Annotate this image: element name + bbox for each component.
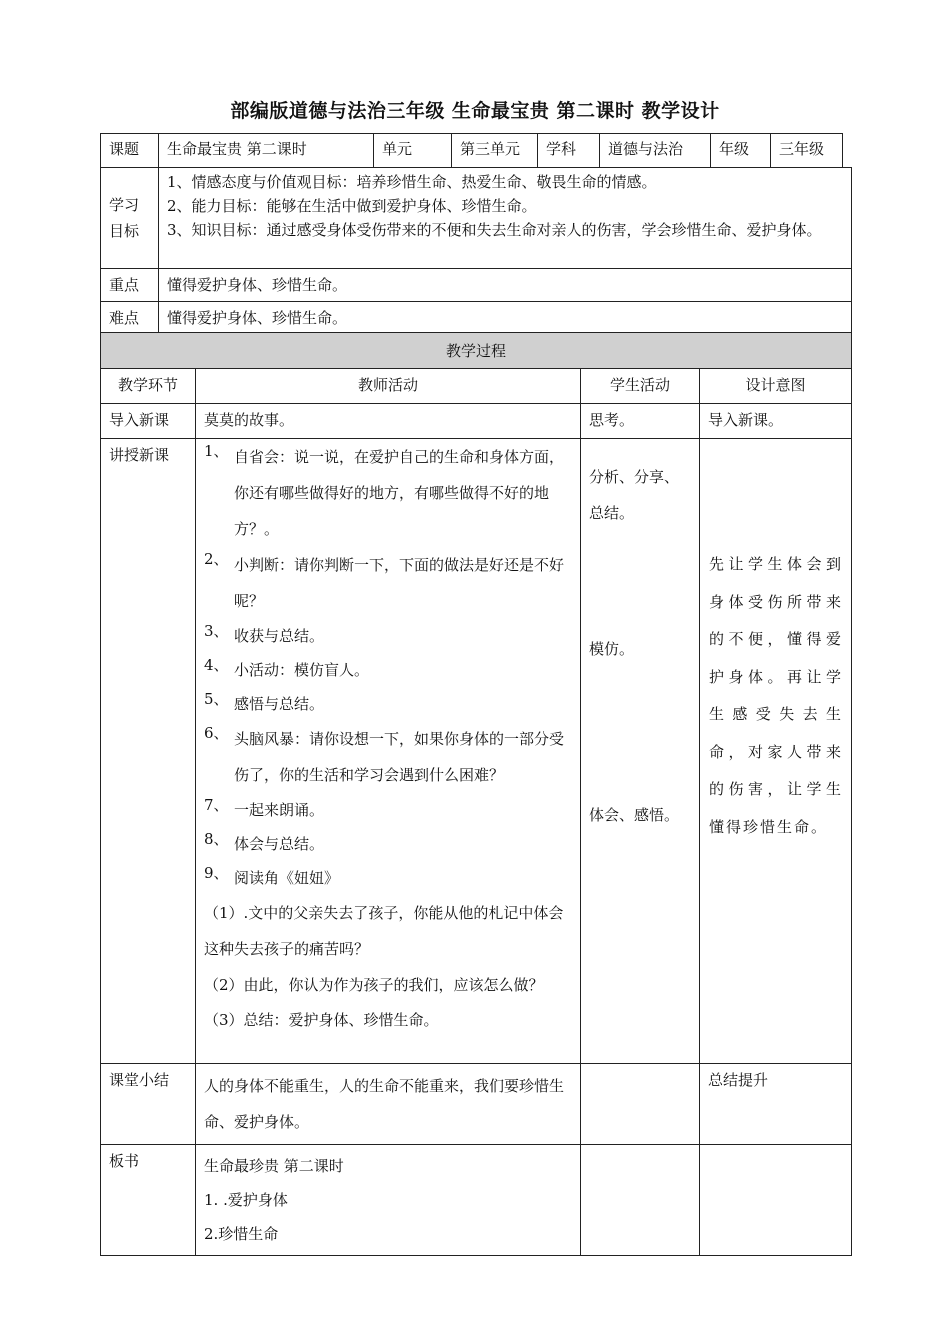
- student-activity-2: 模仿。: [589, 640, 635, 658]
- summary-student: [581, 1064, 700, 1145]
- lecture-sub-item: （2）由此，你认为作为孩子的我们，应该怎么做？: [204, 976, 544, 994]
- objectives-row: [101, 168, 852, 269]
- process-heading: 教学过程: [101, 333, 852, 369]
- column-header-student: 学生活动: [581, 369, 700, 404]
- grade-label: 年级: [711, 134, 771, 168]
- lecture-sub-item: （1）.文中的父亲失去了孩子，你能从他的札记中体会这种失去孩子的痛苦吗？: [204, 904, 564, 958]
- intro-teacher: 莫莫的故事。: [196, 404, 581, 439]
- objective-line: 3、知识目标：通过感受身体受伤带来的不便和失去生命对亲人的伤害，学会珍惜生命、爱护身体。: [167, 221, 822, 239]
- column-header-teacher: 教师活动: [196, 369, 581, 404]
- student-activity-1: 分析、分享、总结。: [589, 468, 680, 522]
- step-number: 6、: [204, 724, 229, 742]
- column-header-design: 设计意图: [700, 369, 852, 404]
- step-text: 收获与总结。: [234, 627, 325, 645]
- unit-label: 单元: [374, 134, 452, 168]
- unit-value: 第三单元: [452, 134, 538, 168]
- lecture-sub-item: （3）总结：爱护身体、珍惜生命。: [204, 1011, 439, 1029]
- step-number: 7、: [204, 796, 229, 814]
- difficulty-row: [101, 302, 852, 335]
- step-number: 5、: [204, 690, 229, 708]
- summary-teacher: 人的身体不能重生，人的生命不能重来，我们要珍惜生命、爱护身体。: [196, 1064, 581, 1145]
- lecture-design: [700, 439, 852, 1064]
- objectives-table: [100, 167, 852, 335]
- step-number: 3、: [204, 622, 229, 640]
- step-text: 自省会：说一说，在爱护自己的生命和身体方面，你还有哪些做得好的地方，有哪些做得不好的地方？。: [234, 448, 565, 538]
- step-number: 9、: [204, 864, 229, 882]
- intro-row: [101, 404, 852, 439]
- board-stage: 板书: [101, 1145, 196, 1256]
- step-number: 8、: [204, 830, 229, 848]
- step-number: 2、: [204, 550, 229, 568]
- step-text: 体会与总结。: [234, 835, 325, 853]
- lecture-stage: 讲授新课: [101, 439, 196, 1064]
- step-text: 头脑风暴：请你设想一下，如果你身体的一部分受伤了，你的生活和学习会遇到什么困难？: [234, 730, 565, 784]
- lecture-design-text: 先让学生体会到身体受伤所带来的不便，懂得爱护身体。再让学生感受失去生命，对家人带来的伤害，让学生懂得珍惜生命。: [709, 555, 844, 836]
- difficulty-label: 难点: [101, 302, 159, 335]
- step-number: 1、: [204, 442, 229, 460]
- lecture-step: [204, 687, 572, 721]
- process-heading-row: [101, 333, 852, 369]
- column-header-row: [101, 369, 852, 404]
- key-point-row: [101, 269, 852, 302]
- step-text: 小判断：请你判断一下，下面的做法是好还是不好呢？: [234, 556, 565, 610]
- lecture-step: [204, 619, 572, 653]
- column-header-stage: 教学环节: [101, 369, 196, 404]
- lecture-step: [204, 721, 572, 793]
- lecture-row: [101, 439, 852, 1064]
- objectives-content: [159, 168, 852, 269]
- summary-stage: 课堂小结: [101, 1064, 196, 1145]
- board-line: 1. .爱护身体: [204, 1191, 288, 1209]
- intro-stage: 导入新课: [101, 404, 196, 439]
- key-point-value: 懂得爱护身体、珍惜生命。: [159, 269, 852, 302]
- grade-value: 三年级: [771, 134, 843, 168]
- summary-design: 总结提升: [700, 1064, 852, 1145]
- intro-student: 思考。: [581, 404, 700, 439]
- lecture-step: [204, 861, 572, 895]
- header-row: [101, 134, 843, 168]
- lecture-teacher: [196, 439, 581, 1064]
- objective-line: 2、能力目标：能够在生活中做到爱护身体、珍惜生命。: [167, 197, 537, 215]
- board-line: 2.珍惜生命: [204, 1225, 279, 1243]
- subject-value: 道德与法治: [600, 134, 711, 168]
- board-student-empty: [581, 1145, 700, 1256]
- student-activity-3: 体会、感悟。: [589, 806, 680, 824]
- document-title: 部编版道德与法治三年级 生命最宝贵 第二课时 教学设计: [230, 100, 720, 122]
- topic-value: 生命最宝贵 第二课时: [159, 134, 374, 168]
- intro-design: 导入新课。: [700, 404, 852, 439]
- topic-label: 课题: [101, 134, 159, 168]
- step-text: 感悟与总结。: [234, 695, 325, 713]
- lecture-step: [204, 547, 572, 619]
- step-text: 阅读角《妞妞》: [234, 869, 340, 887]
- lecture-student: [581, 439, 700, 1064]
- lecture-step: [204, 653, 572, 687]
- step-text: 小活动：模仿盲人。: [234, 661, 370, 679]
- board-line: 生命最珍贵 第二课时: [204, 1157, 344, 1175]
- lecture-step: [204, 793, 572, 827]
- lecture-step: [204, 827, 572, 861]
- lecture-step: [204, 439, 572, 547]
- subject-label: 学科: [538, 134, 600, 168]
- key-point-label: 重点: [101, 269, 159, 302]
- board-content: [196, 1145, 581, 1256]
- objectives-label-text: 学习目标: [109, 196, 140, 240]
- header-info-table: [100, 133, 843, 168]
- board-design-empty: [700, 1145, 852, 1256]
- step-number: 4、: [204, 656, 229, 674]
- objective-line: 1、情感态度与价值观目标：培养珍惜生命、热爱生命、敬畏生命的情感。: [167, 173, 657, 191]
- board-row: [101, 1145, 852, 1256]
- step-text: 一起来朗诵。: [234, 801, 325, 819]
- difficulty-value: 懂得爱护身体、珍惜生命。: [159, 302, 852, 335]
- objectives-label: [101, 168, 159, 269]
- summary-row: [101, 1064, 852, 1145]
- process-table: [100, 332, 852, 1256]
